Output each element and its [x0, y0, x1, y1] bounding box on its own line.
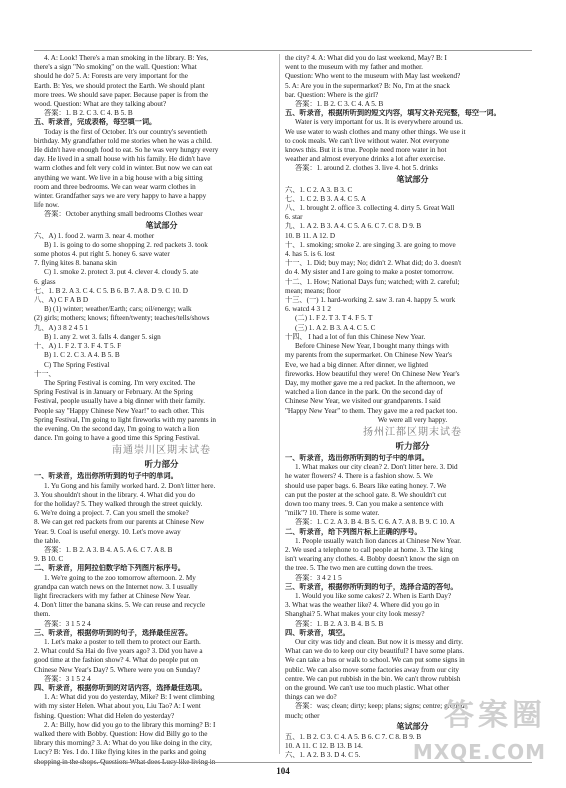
text-line: fishing. Question: What did Helen do yesterday? [34, 711, 175, 720]
section-heading: 笔试部分 [145, 220, 178, 230]
text-line: walked there with Bobby. Question: How did Billy go to the [34, 730, 208, 739]
text-line: B) 1. any 2. wet 3. falls 4. danger 5. sign [44, 332, 161, 341]
text-line: watched a lion dance in the park. On the second day of [285, 388, 443, 397]
text-line: B) 1. C 2. C 3. A 4. B 5. B [44, 351, 120, 360]
text-line: 答案：was; clean; dirty; keep; plans; signs; centre; grounds [295, 702, 468, 711]
text-line: 五、听录音，完成表格，每空填一词。 [34, 118, 157, 127]
text-line: went to the museum with my father and mother. [285, 63, 423, 72]
text-line: 六、1. C 2. A 3. B 3. C [285, 185, 353, 194]
text-line: 4. Don't litter the banana skins. 5. We can reuse and recycle [34, 601, 206, 610]
section-heading: 听力部分 [144, 460, 179, 471]
text-line: 6. watcd 4 3 1 2 [285, 305, 331, 314]
text-line: good time at the fashion show? 4. What do people put on [34, 656, 198, 665]
text-line: 1. A: What did you do yesterday, Mike? B: I went climbing [44, 693, 215, 702]
text-line: 三、听录音，根据你听到的句子，选择最佳应答。 [34, 628, 193, 637]
text-line: 9. B 10. C [34, 555, 64, 564]
section-heading: 笔试部分 [396, 174, 429, 184]
text-line: dance. I'm going to have a good time this Spring Festival. [34, 434, 200, 443]
text-line: 答案：1. C 2. A 3. B 4. B 5. C 6. A 7. A 8. B 9. C 10. A [295, 518, 455, 527]
text-line: fireworks. How beautiful they were! On Chinese New Year's [285, 369, 460, 378]
text-line: 八、A) C F A B D [34, 296, 89, 305]
text-line: 十、1. smoking; smoke 2. are singing 3. are going to move [285, 240, 456, 249]
text-line: 4. has 5. is 6. lost [285, 250, 335, 259]
text-line: 3. You shouldn't shout in the library. 4. What did you do [34, 490, 196, 499]
text-line: down too many trees. 9. Can you make a sentence with [285, 499, 444, 508]
text-line: C) 1. smoke 2. protect 3. put 4. clever 4. cloudy 5. ate [44, 268, 199, 277]
text-line: 十四、 I had a lot of fun this Chinese New Year. [285, 332, 426, 341]
text-line: 1. Yu Gong and his family worked hard. 2. Don't litter here. [44, 481, 216, 490]
text-line: 十三、(一) 1. hard-working 2. saw 3. ran 4. happy 5. work [285, 296, 456, 305]
text-line: 答案：1. B 2. C 3. C 4. A 5. B [295, 100, 384, 109]
text-line: 五、听录音，根据所听到的短文内容，填写文补充完整，每空一词。 [285, 109, 501, 118]
text-line: 十、A) 1. F 2. T 3. F 4. T 5. F [34, 342, 122, 351]
text-line: The Spring Festival is coming. I'm very excited. The [44, 378, 196, 387]
text-line: Eve, we had a big dinner. After dinner, we lighted [285, 360, 429, 369]
section-heading: 听力部分 [395, 441, 430, 452]
text-line: 1. What makes our city clean? 2. Don't litter here. 3. Did [295, 463, 458, 472]
text-line: for the holiday? 5. They walked through the street quickly. [34, 499, 203, 508]
text-line: 二、听录音，用阿拉伯数字给下列图片标序号。 [34, 564, 185, 573]
text-line: day. He lived in a small house with his family. He didn't have [34, 155, 211, 164]
text-line: 七、1. C 2. B 3. A 4. C 5. A [285, 194, 367, 203]
text-line: 五、1. B 2. C 3. C 4. A 5. B 6. C 7. C 8. B 9. B [285, 732, 422, 741]
text-line: the evening. On the second day, I'm going to watch a lion [34, 424, 200, 433]
exam-title: 扬州江都区期末试卷 [363, 426, 462, 438]
text-line: Spring Festival is in January or February. At the Spring [34, 388, 193, 397]
text-line: 2. A: Billy, how did you go to the library this morning? B: I [44, 720, 216, 729]
text-line: Spring Festival, I'm going to light fireworks with my parents in [34, 415, 216, 424]
text-line: Year. 9. Coal is useful energy. 10. Let's move away [34, 527, 181, 536]
text-line: 10. A 11. C 12. B 13. B 14. [285, 742, 363, 751]
text-line: 九、1. A 2. B 3. A 4. C 5. A 6. C 7. C 8. D 9. B [285, 222, 422, 231]
text-line: (二) 1. F 2. T 3. T 4. F 5. T [295, 314, 373, 323]
text-line: to cook meals. We can't live without water. Not everyone [285, 136, 450, 145]
text-line: winter. Grandfather says we are very happy to have a happy [34, 192, 207, 201]
text-line: 答案：October anything small bedrooms Clothes wear [44, 210, 203, 219]
text-line: 6. glass [34, 277, 56, 286]
text-line: 1. We're going to the zoo tomorrow afternoon. 2. My [44, 573, 196, 582]
text-line: Our city was tidy and clean. But now it is messy and dirty. [295, 637, 464, 646]
text-line: He didn't have enough food to eat. So he was very hungry every [34, 146, 219, 155]
text-line: 8. We can get red packets from our parents at Chinese New [34, 518, 205, 527]
text-line: B) (1) winter; weather/Earth; cars; oil/energy; walk [44, 305, 192, 314]
text-line: the table. [34, 536, 61, 545]
text-line: should he do? 5. A: Forests are very important for the [34, 72, 188, 81]
text-line: Water is very important for us. It is everywhere around us. [295, 118, 463, 127]
text-line: Question: Who went to the museum with May last weekend? [285, 72, 461, 81]
text-line: do 4. My sister and I are going to make a poster tomorrow. [285, 268, 454, 277]
text-line: 7. flying kites 8. banana skin [34, 259, 117, 268]
text-line: there's a sign "No smoking" on the wall. Question: What [34, 63, 197, 72]
text-line: We use water to wash clothes and many other things. We use it [285, 127, 466, 136]
text-line: We can take a bus or walk to school. We can put some signs in [285, 656, 465, 665]
exam-title: 南通崇川区期末试卷 [112, 445, 211, 457]
text-line: warm clothes and felt very cold in winter. But now we can eat [34, 164, 213, 173]
text-line: Chinese New Year, we visited our grandparents. I said [285, 397, 441, 406]
text-line: library this morning? 3. A: What do you like doing in the city, [34, 739, 212, 748]
watermark-url: MXQE.COM [412, 740, 546, 764]
text-line: Day, my mother gave me a red packet. In the afternoon, we [285, 378, 456, 387]
text-line: 6. star [285, 213, 303, 222]
text-line: public. We can also move some factories away from our city [285, 665, 459, 674]
text-line: 答案：3 1 5 2 4 [44, 674, 91, 683]
text-line: he water flowers? 4. There is a fashion show. 5. We [285, 472, 433, 481]
text-line: "Happy New Year" to them. They gave me a red packet too. [285, 406, 458, 415]
text-line: 十一、 [34, 369, 56, 378]
right-column [285, 54, 540, 760]
text-line: grandpa can watch news on the Internet now. 3. I usually [34, 582, 198, 591]
text-line: Lucy? B: Yes. I do. I like flying kites in the parks and going [34, 748, 207, 757]
text-line: my parents from the supermarket. On Chinese New Year's [285, 351, 452, 360]
text-line: Chinese New Year's Day? 5. Where were you on Sunday? [34, 665, 201, 674]
text-line: We were all very happy. [377, 415, 448, 424]
text-line: 1. Let's make a poster to tell them to protect our Earth. [44, 637, 201, 646]
text-line: 四、听录音，填空。 [285, 628, 350, 637]
text-line: Before Chinese New Year, I bought many things with [295, 342, 449, 351]
text-line: 答案：1. B 2. A 3. B 4. B 5. B [295, 619, 384, 628]
text-line: 6. We're doing a project. 7. Can you smell the smoke? [34, 509, 189, 518]
text-line: "milk"? 10. There is some water. [285, 509, 380, 518]
text-line: light firecrackers with my father at Chinese New Year. [34, 591, 191, 600]
text-line: (2) girls; mothers; knows; fifteen/twenty; teaches/tells/shows [34, 314, 210, 323]
text-line: much; other [285, 711, 320, 720]
text-line: 1. Would you like some cakes? 2. When is Earth Day? [295, 591, 452, 600]
section-heading: 笔试部分 [396, 721, 429, 731]
text-line: centre. We can put rubbish in the bin. We can't throw rubbish [285, 674, 461, 683]
watermark-logo: 答案圈 [444, 698, 546, 733]
text-line: more trees. We should save paper. Because paper is from the [34, 90, 209, 99]
text-line: 答案：1. B 2. A 3. B 4. A 5. A 6. C 7. A 8. B [44, 545, 173, 554]
text-line: anything we want. We live in a big house with a big sitting [34, 173, 203, 182]
text-line: should use paper bags. 6. Bears like eating honey. 7. We [285, 481, 447, 490]
text-line: Shanghai? 5. What makes your city look messy? [285, 610, 425, 619]
text-line: Earth. B: Yes, we should protect the Earth. We should plant [34, 81, 205, 90]
page-number: 104 [276, 766, 290, 776]
text-line: knows this. But it is true. People need more water in hot [285, 146, 447, 155]
text-line: What can we do to keep our city beautiful? I have some plans. [285, 647, 465, 656]
text-line: 七、1. B 2. A 3. C 4. C 5. B 6. B 7. A 8. D 9. C 10. D [34, 286, 188, 295]
text-line: 2. What could Sa Hai do five years ago? 3. Did you have a [34, 647, 203, 656]
text-line: 三、听录音，根据你所听到的句子，选择合适的答句。 [285, 582, 458, 591]
text-line: life now. [34, 201, 60, 210]
text-line: 八、1. brought 2. office 3. collecting 4. dirty 5. Great Wall [285, 204, 455, 213]
text-line: Today is the first of October. It's our country's seventieth [44, 127, 207, 136]
text-line: 3. What was the weather like? 4. Where did you go in [285, 601, 440, 610]
text-line: on the ground. We can't use too much plastic. What other [285, 684, 450, 692]
text-line: some photos 4. put right 5. honey 6. save water [34, 250, 170, 259]
text-line: 1. People usually watch lion dances at Chinese New Year. [295, 536, 462, 545]
text-line: 2. We used a telephone to call people at home. 3. The king [285, 545, 453, 554]
text-line: People say "Happy Chinese New Year!" to each other. This [34, 406, 205, 415]
top-rule [34, 50, 532, 51]
text-line: (三) 1. A 2. B 3. A 4. C 5. C [295, 323, 376, 332]
text-line: room and three bedrooms. We can wear warm clothes in [34, 182, 196, 191]
text-line: 一、听录音，选出你所听到的句子中的单词。 [285, 453, 429, 462]
text-line: with my sister Helen. What about you, Liu Tao? A: I went [34, 702, 201, 711]
text-line: 4. A: Look! There's a man smoking in the library. B: Yes, [44, 54, 209, 62]
text-line: the city? 4. A: What did you do last weekend, May? B: I [285, 54, 447, 62]
text-line: 二、听录音，给下列图片标上正确的序号。 [285, 527, 422, 536]
text-line: 六、A) 1. food 2. warm 3. near 4. mother [34, 231, 155, 240]
text-line: B) 1. is going to do some shopping 2. red packets 3. took [44, 240, 208, 249]
text-line: them. [34, 610, 51, 619]
text-line: bar. Question: Where is the girl? [285, 90, 379, 99]
text-line: 答案：1. B 2. C 3. C 4. B 5. B [44, 109, 133, 118]
text-line: isn't wearing any clothes. 4. Bobby doesn't know the sign on [285, 555, 459, 564]
text-line: the tree. 5. The two men are cutting down the trees. [285, 564, 433, 573]
text-line: 答案：3 4 2 1 5 [295, 573, 342, 582]
text-line: weather and almost everyone drinks a lot after exercise. [285, 155, 446, 164]
text-line: mean; means; floor [285, 286, 341, 295]
text-line: can put the poster at the school gate. 8. We shouldn't cut [285, 490, 447, 499]
text-line: 十一、1. Did; buy may; No; didn't 2. What did; do 3. doesn't [285, 259, 462, 268]
left-column [34, 54, 289, 767]
text-line: 答案：1. around 2. clothes 3. live 4. hot 5. drinks [295, 164, 438, 173]
text-line: birthday. My grandfather told me stories when he was a child. [34, 136, 212, 145]
text-line: 答案：3 1 5 2 4 [44, 619, 91, 628]
text-line: 一、听录音，选出你所听到的句子中的单词。 [34, 472, 178, 481]
text-line: wood. Question: What are they talking about? [34, 100, 167, 109]
text-line: 5. A: Are you in the supermarket? B: No, I'm at the snack [285, 81, 450, 90]
text-line: Festival, people usually have a big dinner with their family. [34, 397, 205, 406]
text-line: 四、听录音，根据你听到的对话内容，选择最佳选项。 [34, 684, 207, 692]
text-line: 十二、1. How; National Days fun; watched; with 2. careful; [285, 277, 460, 286]
text-line: things can we do? [285, 693, 337, 702]
text-line: 九、A) 3 8 2 4 5 1 [34, 323, 89, 332]
text-line: 六、1. A 2. B 3. D 4. C 5. [285, 751, 361, 760]
text-line: 10. B 11. A 12. D [285, 231, 336, 240]
text-line: C) The Spring Festival [44, 360, 110, 369]
